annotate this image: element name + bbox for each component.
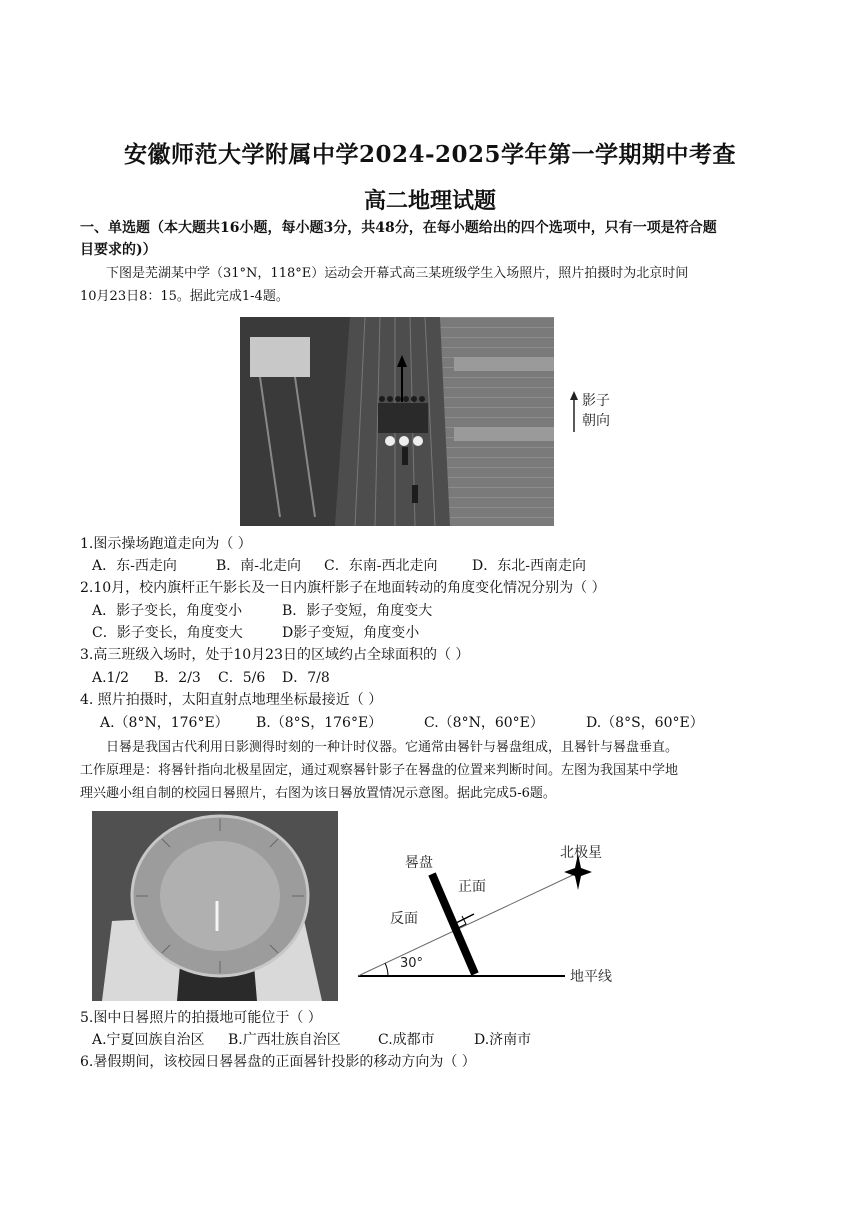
- q5-option-c: C.成都市: [378, 1032, 435, 1048]
- q1-option-a: A．东-西走向: [92, 558, 177, 574]
- q5-stem: 5.图中日晷照片的拍摄地可能位于（ ）: [80, 1010, 322, 1026]
- q4-options: [100, 713, 704, 733]
- q3-option-c: C．5/6: [218, 670, 266, 686]
- section-heading-line1: 一、单选题（本大题共16小题，每小题3分，共48分，在每小题给出的四个选项中，只有一项是符合题: [80, 220, 717, 236]
- sports-field-image: [240, 317, 554, 526]
- q3-stem: 3.高三班级入场时，处于10月23日的区域约占全球面积的（ ）: [80, 647, 470, 663]
- q2-options-row2: [92, 623, 419, 643]
- horizon-label: 地平线: [570, 969, 612, 985]
- q5-option-d: D.济南市: [474, 1032, 532, 1048]
- q4-option-a: A.（8°N，176°E）: [100, 715, 229, 731]
- q5-option-b: B.广西壮族自治区: [228, 1032, 341, 1048]
- sports-field-photo: [240, 317, 554, 526]
- q4-option-d: D.（8°S，60°E）: [586, 715, 704, 731]
- q6-stem: 6.暑假期间，该校园日晷晷盘的正面晷针投影的移动方向为（ ）: [80, 1054, 476, 1070]
- q3-option-d: D．7/8: [282, 670, 330, 686]
- q2-option-c: C．影子变长，角度变大: [92, 625, 243, 641]
- q2-options-row1: [92, 601, 432, 621]
- q5-option-a: A.宁夏回族自治区: [92, 1032, 205, 1048]
- q3-option-b: B．2/3: [154, 670, 201, 686]
- q3-option-a: A.1/2: [92, 670, 130, 686]
- intro2: [80, 736, 784, 805]
- q2-option-d: D影子变短，角度变小: [282, 625, 420, 641]
- q1-option-b: B．南-北走向: [216, 558, 302, 574]
- section-heading-line2: 目要求的)）: [80, 242, 157, 258]
- exam-subtitle: 高二地理试题: [363, 188, 496, 214]
- angle-label: 30°: [400, 956, 424, 971]
- front-face-label: 正面: [458, 879, 486, 895]
- arrow-up-icon: [568, 390, 580, 434]
- q4-option-c: C.（8°N，60°E）: [424, 715, 544, 731]
- q2-option-b: B．影子变短，角度变大: [282, 603, 433, 619]
- q1-stem: 1.图示操场跑道走向为（ ）: [80, 536, 252, 552]
- polaris-label: 北极星: [560, 845, 602, 861]
- q1-option-d: D．东北-西南走向: [472, 558, 586, 574]
- q3-options: [92, 668, 330, 688]
- q4-stem: 4. 照片拍摄时，太阳直射点地理坐标最接近（ ）: [80, 692, 383, 708]
- back-face-label: 反面: [390, 911, 418, 927]
- intro2-line1: 日晷是我国古代利用日影测得时刻的一种计时仪器。它通常由晷针与晷盘组成，且晷针与晷盘垂直。: [106, 740, 679, 755]
- intro1-line1: 下图是芜湖某中学（31°N，118°E）运动会开幕式高三某班级学生入场照片，照片拍摄时为北京时间: [106, 266, 689, 281]
- q1-options: [92, 556, 586, 576]
- intro1: [80, 262, 784, 308]
- intro1-line2: 10月23日8：15。据此完成1-4题。: [80, 289, 289, 304]
- intro2-line3: 理兴趣小组自制的校园日晷照片，右图为该日晷放置情况示意图。据此完成5-6题。: [80, 786, 556, 801]
- q4-option-b: B.（8°S，176°E）: [256, 715, 383, 731]
- q1-option-c: C．东南-西北走向: [324, 558, 438, 574]
- q5-options: [92, 1030, 531, 1050]
- q2-stem: 2.10月，校内旗杆正午影长及一日内旗杆影子在地面转动的角度变化情况分别为（ ）: [80, 580, 606, 596]
- direction-label: 朝向: [582, 413, 610, 429]
- q2-option-a: A．影子变长，角度变小: [92, 603, 243, 619]
- shadow-direction-legend: [568, 388, 618, 434]
- shadow-label: 影子: [582, 393, 610, 409]
- exam-title: 安徽师范大学附属中学2024-2025学年第一学期期中考查: [123, 141, 737, 168]
- dial-label: 晷盘: [405, 855, 433, 871]
- intro2-line2: 工作原理是：将晷针指向北极星固定，通过观察晷针影子在晷盘的位置来判断时间。左图为我国某中学地: [80, 763, 679, 778]
- sundial-diagram: [350, 836, 630, 996]
- sundial-photo: [92, 811, 338, 1001]
- sundial-image: [92, 811, 338, 1001]
